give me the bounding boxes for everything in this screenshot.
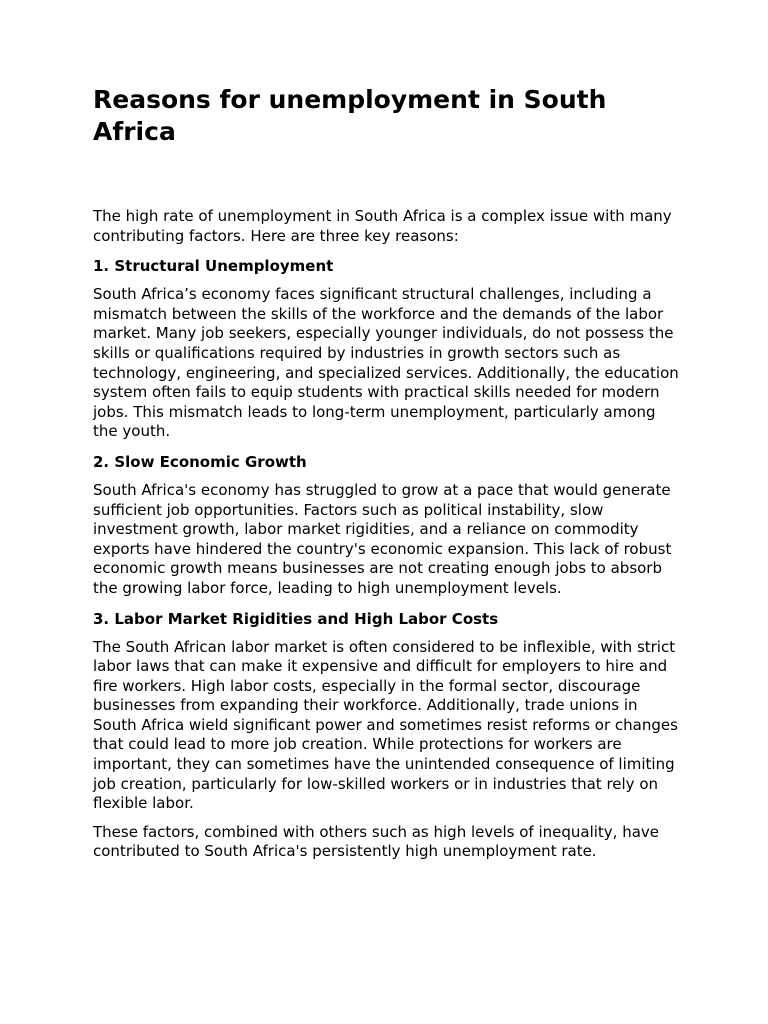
section-body: The South African labor market is often considered to be inflexible, with strict labor laws that can make it expensive and difficult for employers to hire and fire workers. High labor costs, especially in the formal sector, discourage businesses from expanding their workforce. Additionally, trade unions in South Africa wield significant power and sometimes resist reforms or changes that could lead to more job creation. While protections for workers are important, they can sometimes have the unintended consequence of limiting job creation, particularly for low-skilled workers or in industries that rely on flexible labor. <box>93 637 678 813</box>
document-page <box>93 84 683 862</box>
section-heading: 2. Slow Economic Growth <box>93 452 307 471</box>
page-title: Reasons for unemployment in South Africa <box>93 85 607 146</box>
section-labor-market-rigidities <box>93 609 683 814</box>
section-body: South Africa's economy has struggled to grow at a pace that would generate sufficient job opportunities. Factors such as political instability, slow investment growth, labor market rigidities, and a reliance on commodity exports have hindered the country's economic expansion. This lack of robust economic growth means businesses are not creating enough jobs to absorb the growing labor force, leading to high unemployment levels. <box>93 480 672 597</box>
closing-paragraph: These factors, combined with others such as high levels of inequality, have contributed to South Africa's persistently high unemployment rate. <box>93 822 660 861</box>
section-heading: 1. Structural Unemployment <box>93 257 334 276</box>
intro-paragraph: The high rate of unemployment in South Africa is a complex issue with many contributing factors. Here are three key reasons: <box>93 207 672 245</box>
section-heading: 3. Labor Market Rigidities and High Labor Costs <box>93 609 499 628</box>
section-structural-unemployment <box>93 256 683 442</box>
section-body: South Africa’s economy faces significant structural challenges, including a mismatch between the skills of the workforce and the demands of the labor market. Many job seekers, especially younger individuals, do not possess the skills or qualifications required by industries in growth sectors such as technology, engineering, and specialized services. Additionally, the education system often fails to equip students with practical skills needed for modern jobs. This mismatch leads to long-term unemployment, particularly among the youth. <box>93 285 679 441</box>
section-slow-economic-growth <box>93 452 683 599</box>
